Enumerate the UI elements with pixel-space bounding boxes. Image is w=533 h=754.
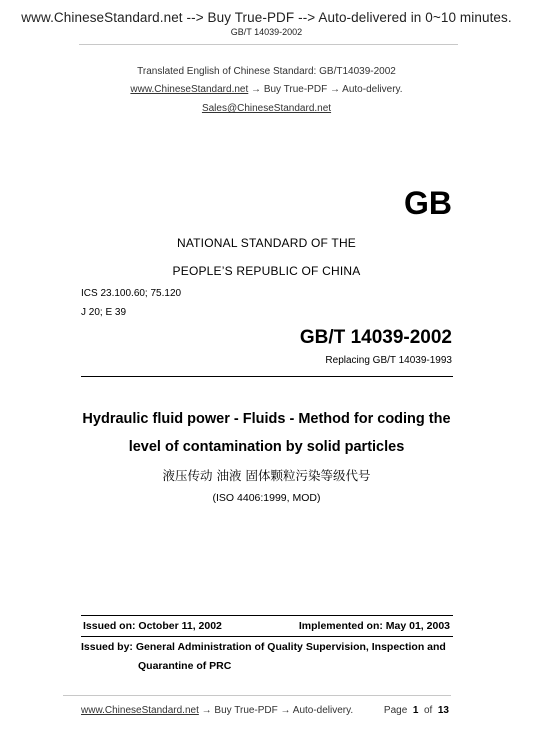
email-line [0, 103, 533, 114]
site-line-text: → Buy True-PDF → Auto-delivery. [248, 84, 403, 95]
page-label: Page [383, 705, 408, 716]
page-of-label: of [423, 705, 433, 716]
issue-divider-bottom [81, 636, 453, 637]
document-title-line-1: Hydraulic fluid power - Fluids - Method for coding the [82, 411, 451, 427]
header-doc-code: GB/T 14039-2002 [230, 27, 303, 37]
issue-divider-top [81, 615, 453, 616]
implemented-on-date: Implemented on: May 01, 2003 [298, 620, 450, 632]
page-total: 13 [437, 705, 449, 716]
header-banner[interactable]: www.ChineseStandard.net --> Buy True-PDF --> Auto-delivered in 0~10 minutes. [21, 10, 512, 25]
email-link[interactable]: Sales@ChineseStandard.net [201, 103, 332, 114]
translated-note: Translated English of Chinese Standard: GB/T14039-2002 [137, 66, 396, 77]
ics-code: ICS 23.100.60; 75.120 [81, 288, 182, 299]
footer-divider [63, 695, 451, 696]
gb-logo: GB [404, 185, 452, 221]
replacing-note: Replacing GB/T 14039-1993 [325, 355, 452, 366]
ccs-code: J 20; E 39 [81, 307, 127, 318]
page-current: 1 [412, 705, 419, 716]
national-standard-line-2: PEOPLE’S REPUBLIC OF CHINA [172, 264, 361, 278]
footer-site-link[interactable]: www.ChineseStandard.net [81, 705, 199, 716]
national-standard-line-1: NATIONAL STANDARD OF THE [176, 236, 357, 250]
footer-site-text: → Buy True-PDF → Auto-delivery. [198, 705, 354, 716]
header-divider [79, 44, 458, 45]
footer-site-line [81, 705, 353, 716]
document-title-line-2: level of contamination by solid particles [128, 439, 405, 455]
iso-reference: (ISO 4406:1999, MOD) [212, 492, 321, 504]
page-indicator [384, 705, 449, 716]
issued-on-date: Issued on: October 11, 2002 [83, 620, 222, 632]
standard-number: GB/T 14039-2002 [299, 327, 452, 348]
issued-by-line-1: Issued by: General Administration of Quality Supervision, Inspection and [81, 641, 446, 653]
title-divider [81, 376, 453, 377]
site-link[interactable]: www.ChineseStandard.net [130, 84, 249, 95]
site-line [0, 84, 533, 95]
issued-by-line-2: Quarantine of PRC [138, 660, 232, 672]
document-title-chinese: 液压传动 油液 固体颗粒污染等级代号 [162, 468, 371, 483]
